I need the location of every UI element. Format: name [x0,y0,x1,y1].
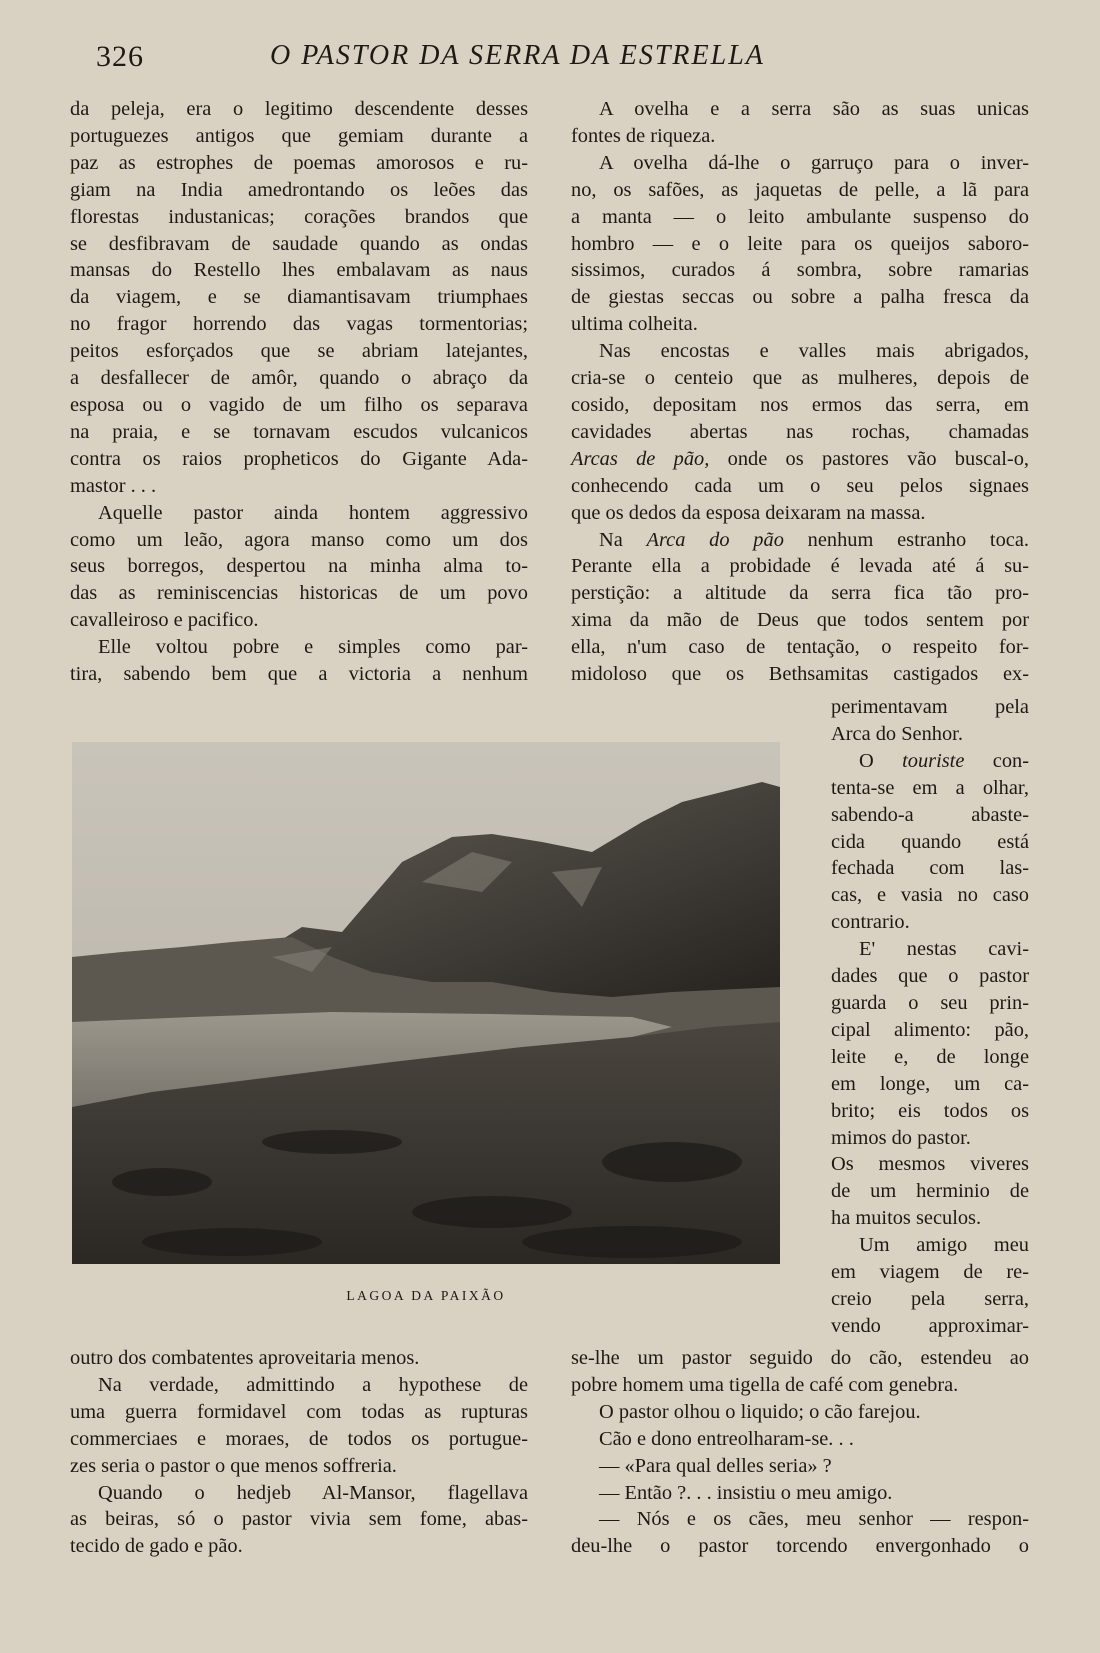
italic-term: touriste [902,749,965,772]
text-line: fechada com las- [831,857,1029,880]
text-fragment: con- [992,749,1029,772]
text-line: sabendo-a abaste- [831,803,1029,826]
italic-term: Arcas de pão, [571,447,710,470]
running-title: O PASTOR DA SERRA DA ESTRELLA [270,40,765,71]
paragraph [571,1453,1029,1480]
text-line: cas, e vasia no caso [831,884,1029,907]
text-line: brito; eis todos os [831,1099,1029,1122]
text-line: A ovelha e a serra são as suas unicas [599,98,1029,120]
text-line: Um amigo meu [859,1234,1029,1257]
text-line: Os mesmos viveres [831,1153,1029,1176]
text-line: conhecendo cada um o seu pelos signaes [571,474,1029,497]
text-line: da peleja, era o legitimo descendente desses [70,98,528,120]
paragraph [831,936,1029,1232]
paragraph [571,96,1029,150]
text-line: no, os safões, as jaquetas de pelle, a lã para [571,178,1029,201]
text-line: peitos esforçados que se abriam latejantes, [70,340,528,363]
text-line: no fragor horrendo das vagas tormentorias; [70,313,528,336]
paragraph [831,1232,1029,1340]
text-line: tenta-se em a olhar, [831,776,1029,799]
paragraph [70,1372,528,1480]
text-line: ultima colheita. [571,313,698,336]
text-line: Arca do Senhor. [831,722,963,745]
text-fragment: nenhum estranho toca. [807,528,1029,551]
text-line: guarda o seu prin- [831,991,1029,1014]
text-line: cipal alimento: pão, [831,1018,1029,1041]
text-line: Quando o hedjeb Al-Mansor, flagellava [98,1481,528,1504]
paragraph [571,150,1029,338]
italic-term: Arca do pão [646,528,784,551]
left-column-top [70,96,528,688]
paragraph [831,694,1029,748]
text-line: perimentavam pela [831,696,1029,718]
right-column-narrow [831,694,1029,1340]
left-column-bottom [70,1345,528,1560]
text-line: portuguezes antigos que gemiam durante a [70,124,528,147]
text-line: — Nós e os cães, meu senhor — respon- [599,1508,1029,1531]
text-line: cria-se o centeio que as mulheres, depois de [571,367,1029,390]
page-number: 326 [96,40,144,73]
text-line: ha muitos seculos. [831,1207,982,1230]
text-line: commerciaes e moraes, de todos os portugue- [70,1427,528,1450]
text-line: na praia, e se tornavam escudos vulcanicos [70,420,528,443]
text-line: ella, n'um caso de tentação, o respeito for- [571,636,1029,659]
text-line: E' nestas cavi- [859,938,1029,961]
text-line [571,446,1029,473]
text-line: leite e, de longe [831,1045,1029,1068]
paragraph [70,96,528,500]
text-line: das as reminiscencias historicas de um povo [70,582,528,605]
text-line: mastor . . . [70,474,157,497]
text-line: giam na India amedrontando os leões das [70,178,528,201]
text-line: paz as estrophes de poemas amorosos e ru- [70,151,528,174]
text-fragment: Na [599,528,623,551]
text-line: fontes de riqueza. [571,124,716,147]
text-line: como um leão, agora manso como um dos [70,528,528,551]
text-line: tecido de gado e pão. [70,1535,243,1558]
text-line: pobre homem uma tigella de café com genebra. [571,1373,959,1396]
text-line: a manta — o leito ambulante suspenso do [571,205,1029,228]
text-line: sissimos, curados á sombra, sobre ramarias [571,259,1029,282]
paragraph [571,338,1029,526]
text-line: contrario. [831,911,910,934]
text-line: xima da mão de Deus que todos sentem por [571,609,1029,632]
text-line: Cão e dono entreolharam-se. . . [599,1427,854,1450]
text-line: cavalleiroso e pacifico. [70,609,259,632]
photo-caption: LAGOA DA PAIXÃO [346,1288,506,1303]
text-line: creio pela serra, [831,1287,1029,1310]
text-line: zes seria o pastor o que menos soffreria. [70,1454,397,1477]
text-line: — Então ?. . . insistiu o meu amigo. [599,1481,893,1504]
text-line: Elle voltou pobre e simples como par- [98,636,528,659]
text-line: hombro — e o leite para os queijos saboro- [571,232,1029,255]
paragraph [571,1480,1029,1507]
text-line: florestas industanicas; corações brandos que [70,205,528,228]
text-line: cosido, depositam nos ermos das serra, em [571,393,1029,416]
text-line: se desfibravam de saudade quando as ondas [70,232,528,255]
right-column-bottom [571,1345,1029,1560]
paragraph [70,1345,528,1372]
paragraph [571,1506,1029,1560]
paragraph [70,1480,528,1561]
text-line: Aquelle pastor ainda hontem aggressivo [98,501,528,524]
text-line: as beiras, só o pastor vivia sem fome, abas- [70,1508,528,1531]
text-line: O pastor olhou o liquido; o cão farejou. [599,1400,921,1423]
text-line [831,748,1029,775]
text-line: a desfallecer de amôr, quando o abraço da [70,367,528,390]
text-line: Na verdade, admittindo a hypothese de [98,1373,528,1396]
paragraph [571,1345,1029,1399]
text-line: em viagem de re- [831,1261,1029,1284]
text-line [571,527,1029,554]
text-line: dades que o pastor [831,965,1029,988]
text-line: outro dos combatentes aproveitaria menos. [70,1347,420,1369]
text-line: seus borregos, despertou na minha alma to- [70,555,528,578]
text-line: que os dedos da esposa deixaram na massa. [571,501,926,524]
paragraph [571,527,1029,688]
text-line: cavidades abertas nas rochas, chamadas [571,420,1029,443]
text-line: contra os raios propheticos do Gigante Ada- [70,447,528,470]
text-line: Perante ella a probidade é levada até á su- [571,555,1029,578]
text-line: — «Para qual delles seria» ? [599,1454,832,1477]
paragraph [70,500,528,635]
text-line: deu-lhe o pastor torcendo envergonhado o [571,1535,1029,1558]
text-line: uma guerra formidavel com todas as rupturas [70,1400,528,1423]
text-line: esposa ou o vagido de um filho os separava [70,393,528,416]
text-line: mansas do Restello lhes embalavam as naus [70,259,528,282]
text-line: vendo approximar- [831,1314,1029,1337]
text-line: se-lhe um pastor seguido do cão, estendeu ao [571,1347,1029,1369]
lagoa-illustration [72,742,780,1264]
text-line: em longe, um ca- [831,1072,1029,1095]
text-fragment: O [859,749,874,772]
text-line: da viagem, e se diamantisavam triumphaes [70,286,528,309]
text-line: mimos do pastor. [831,1126,971,1149]
text-line: Nas encostas e valles mais abrigados, [599,340,1029,363]
paragraph [571,1426,1029,1453]
landscape-photo [72,742,780,1264]
text-fragment: onde os pastores vão buscal-o, [727,447,1029,470]
text-line: de um herminio de [831,1180,1029,1203]
text-line: perstição: a altitude da serra fica tão pro- [571,582,1029,605]
paragraph [70,634,528,688]
text-line: A ovelha dá-lhe o garruço para o inver- [599,151,1029,174]
text-line: de giestas seccas ou sobre a palha fresca da [571,286,1029,309]
right-column-top [571,96,1029,688]
text-line: tira, sabendo bem que a victoria a nenhum [70,663,528,686]
text-line: cida quando está [831,830,1029,853]
text-line: midoloso que os Bethsamitas castigados ex- [571,663,1029,686]
paragraph [831,748,1029,936]
paragraph [571,1399,1029,1426]
